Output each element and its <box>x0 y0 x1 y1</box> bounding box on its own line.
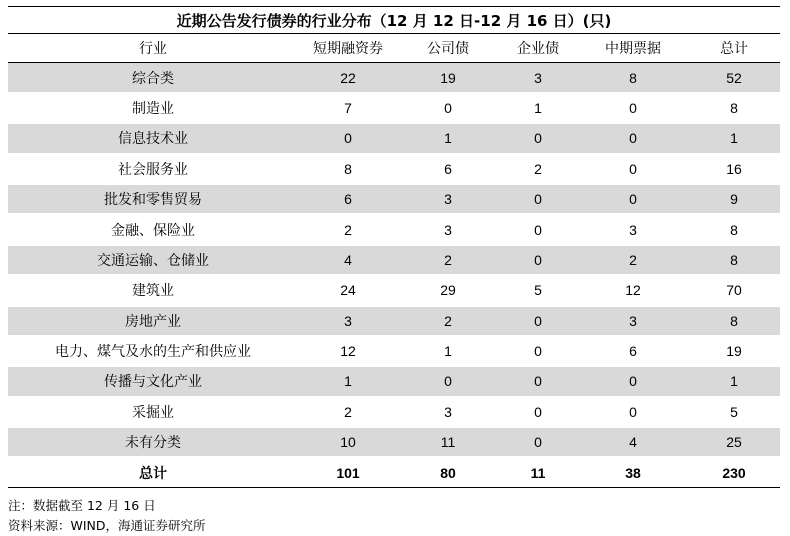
value-cell: 0 <box>578 397 688 427</box>
value-cell: 8 <box>578 63 688 93</box>
data-cutoff-note: 注：数据截至 12 月 16 日 <box>8 497 156 513</box>
value-cell: 0 <box>398 93 498 123</box>
total-value: 38 <box>578 457 688 487</box>
industry-name-cell: 社会服务业 <box>8 154 298 184</box>
value-cell: 8 <box>298 154 398 184</box>
value-cell: 2 <box>298 397 398 427</box>
header-industry: 行业 <box>8 34 298 63</box>
table-body <box>8 63 780 458</box>
value-cell: 1 <box>498 93 578 123</box>
value-cell: 0 <box>498 184 578 214</box>
value-cell: 6 <box>398 154 498 184</box>
table-row <box>8 93 780 123</box>
value-cell: 10 <box>298 427 398 457</box>
header-total: 总计 <box>688 34 780 63</box>
value-cell: 29 <box>398 275 498 305</box>
value-cell: 3 <box>578 214 688 244</box>
value-cell: 3 <box>298 306 398 336</box>
industry-name-cell: 房地产业 <box>8 306 298 336</box>
value-cell: 2 <box>398 306 498 336</box>
value-cell: 5 <box>688 397 780 427</box>
value-cell: 9 <box>688 184 780 214</box>
value-cell: 1 <box>298 366 398 396</box>
industry-name-cell: 制造业 <box>8 93 298 123</box>
value-cell: 1 <box>688 123 780 153</box>
value-cell: 0 <box>578 366 688 396</box>
table-title: 近期公告发行债券的行业分布（12 月 12 日-12 月 16 日）(只) <box>8 6 780 34</box>
value-cell: 22 <box>298 63 398 93</box>
value-cell: 8 <box>688 306 780 336</box>
table-row <box>8 214 780 244</box>
value-cell: 3 <box>498 63 578 93</box>
total-value: 80 <box>398 457 498 487</box>
header-enterprise-bonds: 企业债 <box>498 34 578 63</box>
value-cell: 3 <box>398 214 498 244</box>
value-cell: 3 <box>398 184 498 214</box>
header-corporate-bonds: 公司债 <box>398 34 498 63</box>
industry-name-cell: 未有分类 <box>8 427 298 457</box>
bond-industry-table-figure <box>8 6 780 536</box>
value-cell: 1 <box>398 123 498 153</box>
industry-name-cell: 综合类 <box>8 63 298 93</box>
value-cell: 8 <box>688 245 780 275</box>
total-value: 101 <box>298 457 398 487</box>
value-cell: 6 <box>578 336 688 366</box>
value-cell: 2 <box>578 245 688 275</box>
value-cell: 12 <box>578 275 688 305</box>
value-cell: 0 <box>498 397 578 427</box>
value-cell: 0 <box>498 366 578 396</box>
industry-name-cell: 传播与文化产业 <box>8 366 298 396</box>
industry-name-cell: 批发和零售贸易 <box>8 184 298 214</box>
value-cell: 0 <box>498 123 578 153</box>
value-cell: 3 <box>398 397 498 427</box>
value-cell: 2 <box>498 154 578 184</box>
value-cell: 19 <box>398 63 498 93</box>
value-cell: 0 <box>578 93 688 123</box>
value-cell: 25 <box>688 427 780 457</box>
value-cell: 12 <box>298 336 398 366</box>
value-cell: 3 <box>578 306 688 336</box>
value-cell: 11 <box>398 427 498 457</box>
value-cell: 24 <box>298 275 398 305</box>
value-cell: 4 <box>578 427 688 457</box>
table-row <box>8 123 780 153</box>
table-row <box>8 397 780 427</box>
value-cell: 0 <box>298 123 398 153</box>
value-cell: 52 <box>688 63 780 93</box>
table-row <box>8 427 780 457</box>
value-cell: 0 <box>498 214 578 244</box>
value-cell: 8 <box>688 93 780 123</box>
value-cell: 16 <box>688 154 780 184</box>
value-cell: 0 <box>498 427 578 457</box>
value-cell: 2 <box>398 245 498 275</box>
industry-distribution-table <box>8 34 780 488</box>
industry-name-cell: 信息技术业 <box>8 123 298 153</box>
total-label: 总计 <box>8 457 298 487</box>
value-cell: 0 <box>578 154 688 184</box>
header-short-term-notes: 短期融资券 <box>298 34 398 63</box>
total-row <box>8 457 780 487</box>
value-cell: 1 <box>398 336 498 366</box>
header-medium-term-notes: 中期票据 <box>578 34 688 63</box>
table-row <box>8 245 780 275</box>
industry-name-cell: 交通运输、仓储业 <box>8 245 298 275</box>
notes-section <box>8 496 780 536</box>
industry-name-cell: 建筑业 <box>8 275 298 305</box>
value-cell: 8 <box>688 214 780 244</box>
industry-name-cell: 采掘业 <box>8 397 298 427</box>
value-cell: 6 <box>298 184 398 214</box>
industry-name-cell: 电力、煤气及水的生产和供应业 <box>8 336 298 366</box>
table-row <box>8 154 780 184</box>
table-row <box>8 366 780 396</box>
value-cell: 0 <box>578 123 688 153</box>
value-cell: 5 <box>498 275 578 305</box>
value-cell: 0 <box>578 184 688 214</box>
value-cell: 70 <box>688 275 780 305</box>
source-note: 资料来源：WIND，海通证券研究所 <box>8 517 206 533</box>
value-cell: 19 <box>688 336 780 366</box>
table-row <box>8 184 780 214</box>
table-row <box>8 275 780 305</box>
value-cell: 0 <box>498 336 578 366</box>
table-row <box>8 336 780 366</box>
total-value: 11 <box>498 457 578 487</box>
total-value: 230 <box>688 457 780 487</box>
value-cell: 7 <box>298 93 398 123</box>
table-row <box>8 63 780 93</box>
table-row <box>8 306 780 336</box>
value-cell: 0 <box>498 245 578 275</box>
value-cell: 4 <box>298 245 398 275</box>
value-cell: 2 <box>298 214 398 244</box>
value-cell: 0 <box>398 366 498 396</box>
value-cell: 0 <box>498 306 578 336</box>
header-row <box>8 34 780 63</box>
industry-name-cell: 金融、保险业 <box>8 214 298 244</box>
value-cell: 1 <box>688 366 780 396</box>
